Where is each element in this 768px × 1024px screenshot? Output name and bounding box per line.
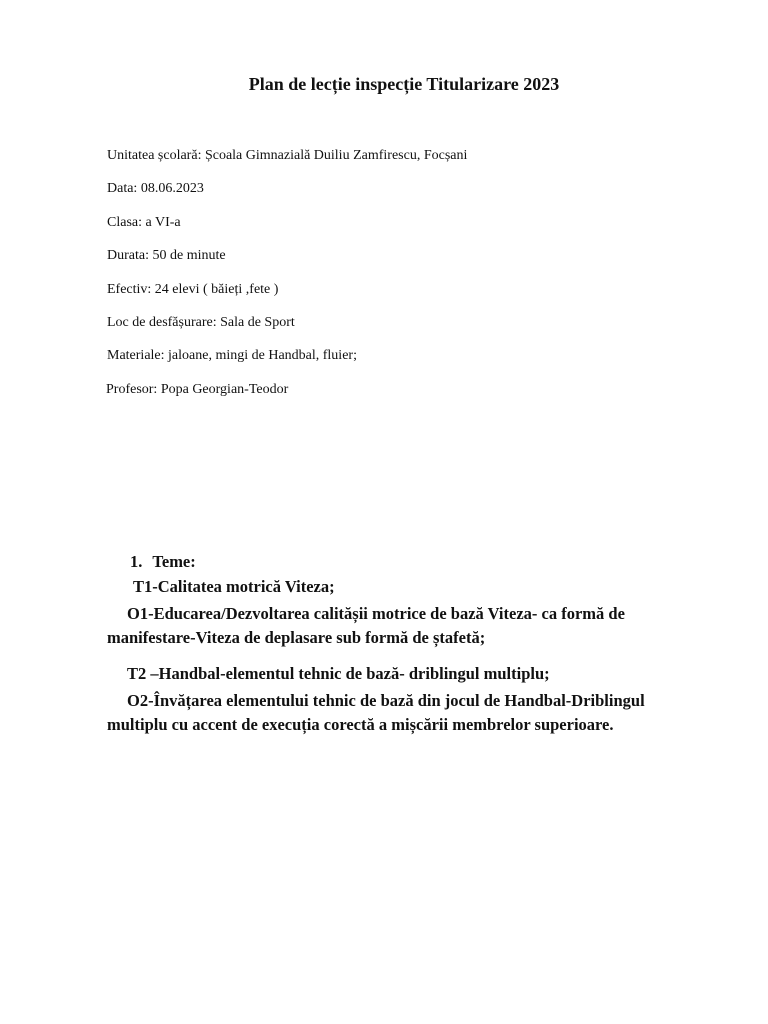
section-heading xyxy=(130,552,196,572)
objective-o2: O2-Învățarea elementului tehnic de bază din jocul de Handbal-Driblingul multiplu cu accent de execuția corectă a mișcării membrelor superioare. xyxy=(107,691,645,734)
info-class: Clasa: a VI-a xyxy=(107,215,181,230)
objective-o1: O1-Educarea/Dezvoltarea calitășii motrice de bază Viteza- ca formă de manifestare-Viteza de deplasare sub formă de ștafetă; xyxy=(107,604,625,647)
theme-t1: T1-Calitatea motrică Viteza; xyxy=(133,577,335,596)
theme-t2: T2 –Handbal-elementul tehnic de bază- driblingul multiplu; xyxy=(127,664,550,683)
section-number: 1. xyxy=(130,552,143,571)
page-title: Plan de lecție inspecție Titularizare 2023 xyxy=(248,74,560,94)
info-location: Loc de desfășurare: Sala de Sport xyxy=(107,315,295,330)
info-duration: Durata: 50 de minute xyxy=(107,248,226,263)
info-materials: Materiale: jaloane, mingi de Handbal, fluier; xyxy=(107,348,357,363)
info-teacher: Profesor: Popa Georgian-Teodor xyxy=(106,382,289,397)
info-date: Data: 08.06.2023 xyxy=(107,181,204,196)
info-students: Efectiv: 24 elevi ( băieți ,fete ) xyxy=(107,282,279,297)
info-school: Unitatea școlară: Școala Gimnazială Duiliu Zamfirescu, Focșani xyxy=(107,148,468,163)
section-heading-text: Teme: xyxy=(152,552,196,571)
